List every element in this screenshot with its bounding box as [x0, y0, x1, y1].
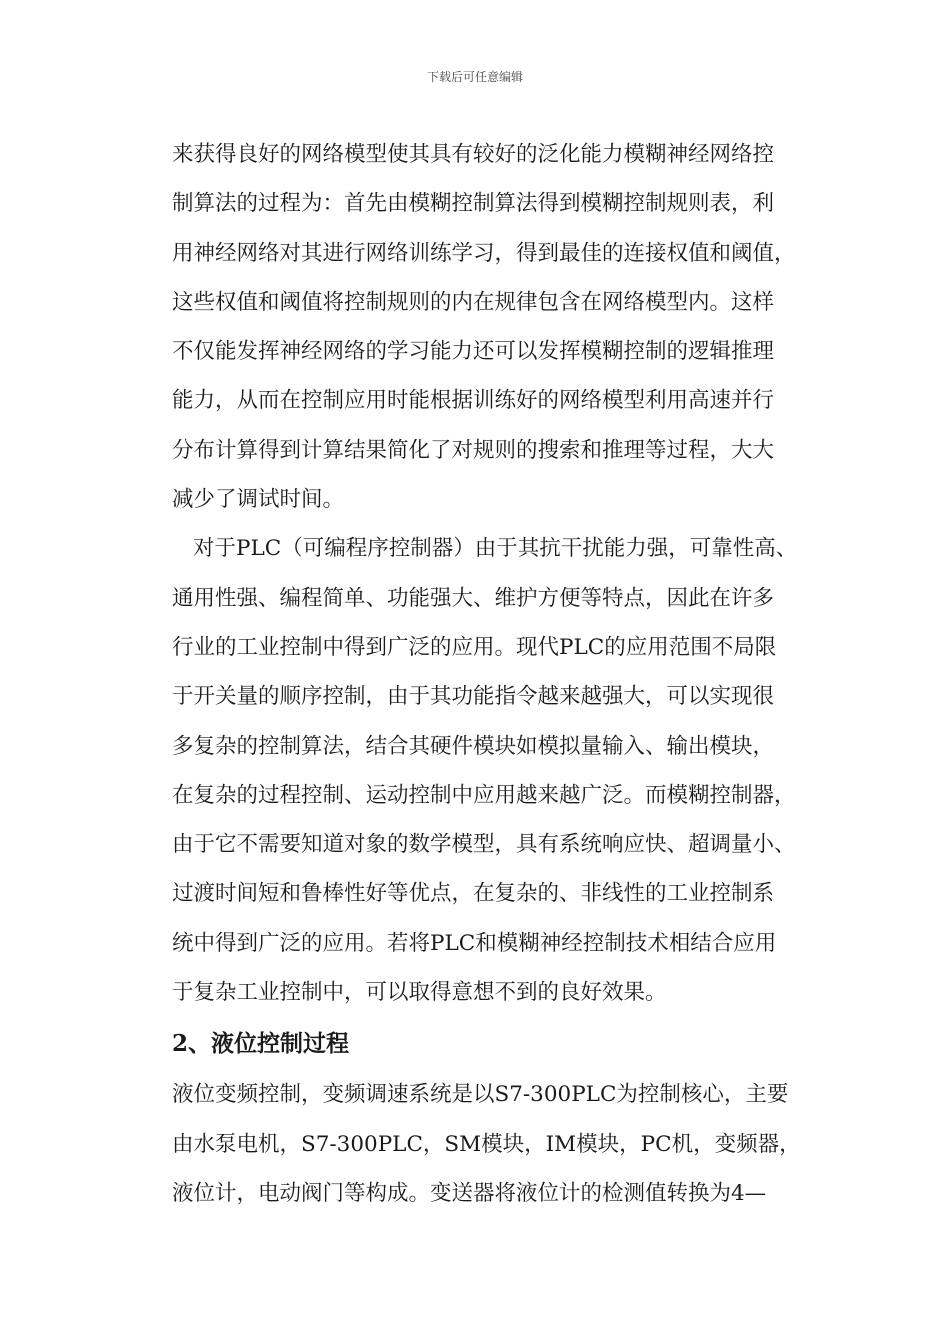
paragraph-level-control — [172, 1070, 802, 1218]
text-line: 过渡时间短和鲁棒性好等优点，在复杂的、非线性的工业控制系 — [172, 881, 775, 907]
text-line: 统中得到广泛的应用。若将PLC和模糊神经控制技术相结合应用 — [172, 930, 777, 956]
text-line: 由水泵电机，S7-300PLC，SM模块，IM模块，PC机，变频器， — [172, 1131, 801, 1157]
text-line: 液位变频控制，变频调速系统是以S7-300PLC为控制核心，主要 — [172, 1082, 789, 1108]
text-line: 于开关量的顺序控制，由于其功能指令越来越强大，可以实现很 — [172, 684, 775, 710]
text-line: 行业的工业控制中得到广泛的应用。现代PLC的应用范围不局限 — [172, 634, 777, 660]
text-line: 多复杂的控制算法，结合其硬件模块如模拟量输入、输出模块， — [172, 733, 775, 759]
text-line: 通用性强、编程简单、功能强大、维护方便等特点，因此在许多 — [172, 585, 775, 611]
section-heading: 2、液位控制过程 — [172, 1030, 350, 1058]
paragraph-plc — [172, 524, 802, 1017]
text-line: 于复杂工业控制中，可以取得意想不到的良好效果。 — [172, 980, 667, 1006]
text-line: 这些权值和阈值将控制规则的内在规律包含在网络模型内。这样 — [172, 289, 775, 315]
text-line: 对于PLC（可编程序控制器）由于其抗干扰能力强，可靠性高、 — [193, 536, 798, 562]
text-line: 能力，从而在控制应用时能根据训练好的网络模型利用高速并行 — [172, 388, 775, 414]
text-line: 制算法的过程为：首先由模糊控制算法得到模糊控制规则表，利 — [172, 191, 775, 217]
paragraph-fuzzy-neural — [172, 130, 802, 524]
page-header-note: 下载后可任意编辑 — [426, 70, 523, 84]
text-line: 减少了调试时间。 — [172, 487, 345, 513]
text-line: 不仅能发挥神经网络的学习能力还可以发挥模糊控制的逻辑推理 — [172, 339, 775, 365]
text-line: 在复杂的过程控制、运动控制中应用越来越广泛。而模糊控制器， — [172, 782, 796, 808]
text-line: 由于它不需要知道对象的数学模型，具有系统响应快、超调量小、 — [172, 832, 796, 858]
text-line: 用神经网络对其进行网络训练学习，得到最佳的连接权值和阈值， — [172, 240, 796, 266]
text-line: 分布计算得到计算结果简化了对规则的搜索和推理等过程，大大 — [172, 437, 775, 463]
document-body — [172, 130, 802, 1218]
text-line: 液位计，电动阀门等构成。变送器将液位计的检测值转换为4— — [172, 1180, 767, 1206]
text-line: 来获得良好的网络模型使其具有较好的泛化能力模糊神经网络控 — [172, 142, 775, 167]
